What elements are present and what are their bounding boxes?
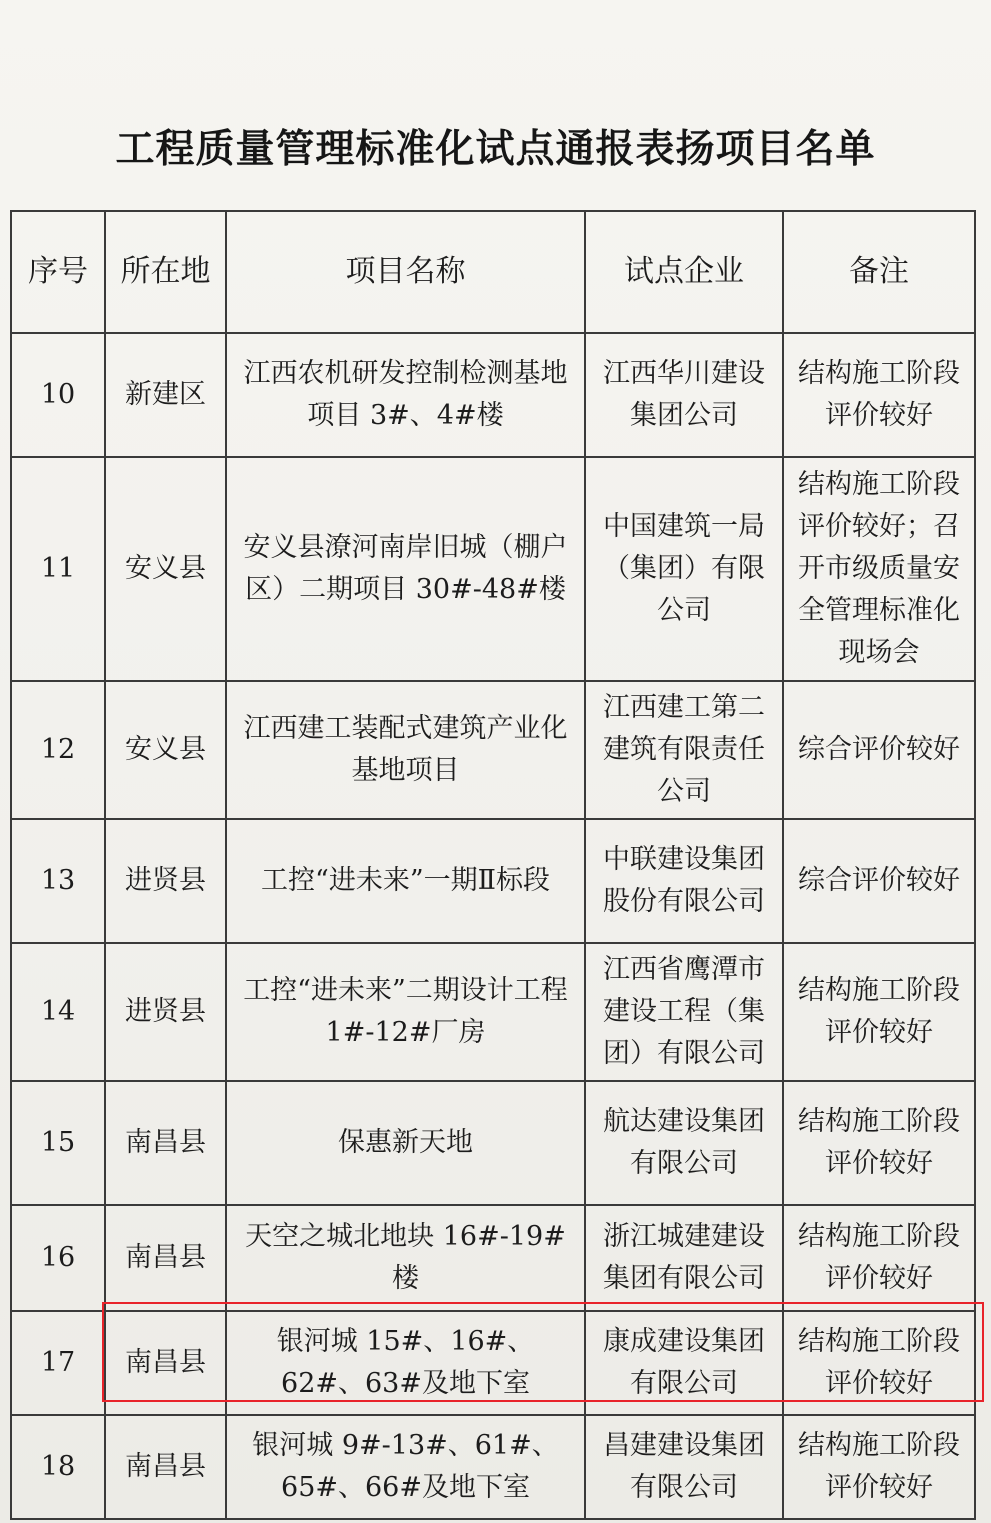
cell-location: 南昌县 <box>105 1311 226 1415</box>
cell-enterprise: 中联建设集团股份有限公司 <box>585 819 783 943</box>
cell-project: 保惠新天地 <box>226 1081 585 1205</box>
cell-enterprise: 江西建工第二建筑有限责任公司 <box>585 681 783 819</box>
cell-no: 12 <box>11 681 105 819</box>
header-no: 序号 <box>11 211 105 333</box>
cell-no: 18 <box>11 1415 105 1519</box>
cell-location: 安义县 <box>105 681 226 819</box>
cell-enterprise: 昌建建设集团有限公司 <box>585 1415 783 1519</box>
cell-project: 安义县潦河南岸旧城（棚户区）二期项目 30#-48#楼 <box>226 457 585 681</box>
table-row <box>11 1081 975 1205</box>
project-table <box>10 210 976 1520</box>
cell-no: 13 <box>11 819 105 943</box>
cell-enterprise: 江西华川建设集团公司 <box>585 333 783 457</box>
cell-remark: 结构施工阶段评价较好 <box>783 333 975 457</box>
table-row <box>11 681 975 819</box>
cell-remark: 结构施工阶段评价较好 <box>783 1081 975 1205</box>
header-location: 所在地 <box>105 211 226 333</box>
cell-remark: 综合评价较好 <box>783 681 975 819</box>
header-remark: 备注 <box>783 211 975 333</box>
table-row <box>11 457 975 681</box>
cell-enterprise: 航达建设集团有限公司 <box>585 1081 783 1205</box>
cell-location: 新建区 <box>105 333 226 457</box>
cell-project: 银河城 9#-13#、61#、65#、66#及地下室 <box>226 1415 585 1519</box>
table-row <box>11 1205 975 1311</box>
table-row <box>11 1311 975 1415</box>
cell-no: 10 <box>11 333 105 457</box>
cell-location: 南昌县 <box>105 1081 226 1205</box>
cell-enterprise: 中国建筑一局（集团）有限公司 <box>585 457 783 681</box>
cell-project: 天空之城北地块 16#-19#楼 <box>226 1205 585 1311</box>
cell-remark: 结构施工阶段评价较好；召开市级质量安全管理标准化现场会 <box>783 457 975 681</box>
cell-remark: 结构施工阶段评价较好 <box>783 1205 975 1311</box>
cell-project: 工控“进未来”一期Ⅱ标段 <box>226 819 585 943</box>
table-row <box>11 1415 975 1519</box>
table-header-row <box>11 211 975 333</box>
table-row <box>11 333 975 457</box>
cell-project: 银河城 15#、16#、62#、63#及地下室 <box>226 1311 585 1415</box>
header-project: 项目名称 <box>226 211 585 333</box>
cell-project: 江西建工装配式建筑产业化基地项目 <box>226 681 585 819</box>
cell-enterprise: 江西省鹰潭市建设工程（集团）有限公司 <box>585 943 783 1081</box>
cell-project: 江西农机研发控制检测基地项目 3#、4#楼 <box>226 333 585 457</box>
cell-location: 进贤县 <box>105 819 226 943</box>
table-row <box>11 819 975 943</box>
cell-remark: 综合评价较好 <box>783 819 975 943</box>
cell-no: 14 <box>11 943 105 1081</box>
cell-no: 17 <box>11 1311 105 1415</box>
cell-enterprise: 浙江城建建设集团有限公司 <box>585 1205 783 1311</box>
cell-remark: 结构施工阶段评价较好 <box>783 1311 975 1415</box>
cell-location: 进贤县 <box>105 943 226 1081</box>
cell-no: 15 <box>11 1081 105 1205</box>
cell-location: 南昌县 <box>105 1205 226 1311</box>
cell-project: 工控“进未来”二期设计工程 1#-12#厂房 <box>226 943 585 1081</box>
header-enterprise: 试点企业 <box>585 211 783 333</box>
document-title: 工程质量管理标准化试点通报表扬项目名单 <box>115 127 876 172</box>
cell-location: 安义县 <box>105 457 226 681</box>
cell-remark: 结构施工阶段评价较好 <box>783 1415 975 1519</box>
table-row <box>11 943 975 1081</box>
cell-location: 南昌县 <box>105 1415 226 1519</box>
cell-remark: 结构施工阶段评价较好 <box>783 943 975 1081</box>
cell-no: 16 <box>11 1205 105 1311</box>
cell-no: 11 <box>11 457 105 681</box>
cell-enterprise: 康成建设集团有限公司 <box>585 1311 783 1415</box>
